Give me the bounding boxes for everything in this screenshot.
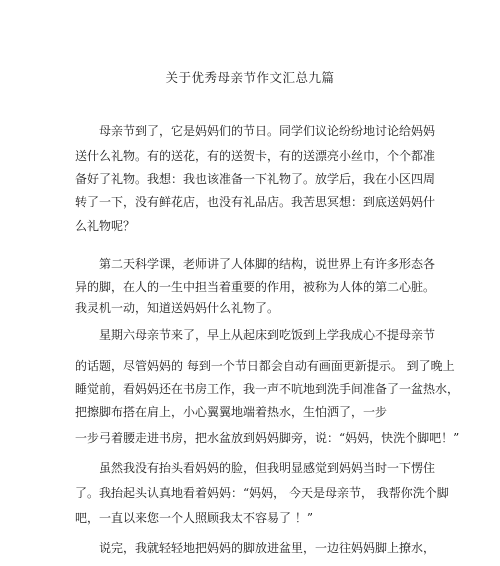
paragraph-line: 么礼物呢？	[75, 219, 136, 233]
paragraph-line: 转了一下，没有鲜花店，也没有礼品店。我苦思冥想：到底送妈妈什	[75, 195, 436, 209]
paragraph-line: 一步弓着腰走进书房，把水盆放到妈妈脚旁，说：“妈妈，快洗个脚吧！”	[75, 431, 460, 445]
paragraph-line: 备好了礼物。我想：我也该准备一下礼物了。放学后，我在小区四周	[75, 172, 436, 186]
paragraph-line: 虽然我没有抬头看妈妈的脸，但我明显感觉到妈妈当时一下愣住	[99, 461, 436, 475]
paragraph-line: 的话题，尽管妈妈的 每到一个节日都会自动有画面更新提示。 到了晚上	[75, 359, 455, 373]
paragraph-line: 第二天科学课，老师讲了人体脚的结构，说世界上有许多形态各	[99, 257, 436, 271]
paragraph-line: 把擦脚布搭在肩上，小心翼翼地端着热水，生怕洒了，一步	[75, 405, 388, 419]
paragraph-line: 异的脚，在人的一生中担当着重要的作用，被称为人体的第二心脏。	[75, 280, 436, 294]
document-title: 关于优秀母亲节作文汇总九篇	[165, 70, 335, 85]
paragraph-line: 我灵机一动，知道送妈妈什么礼物了。	[75, 301, 280, 315]
paragraph-line: 说完，我就轻轻地把妈妈的脚放进盆里，一边往妈妈脚上撩水，	[99, 541, 436, 555]
paragraph-line: 星期六母亲节来了，早上从起床到吃饭到上学我成心不提母亲节	[99, 328, 436, 342]
paragraph-line: 了。我抬起头认真地看着妈妈：“妈妈， 今天是母亲节， 我帮你洗个脚	[75, 486, 449, 500]
paragraph-line: 母亲节到了，它是妈妈们的节日。同学们议论纷纷地讨论给妈妈	[99, 124, 436, 138]
paragraph-line: 睡觉前，看妈妈还在书房工作，我一声不吭地到洗手间准备了一盆热水，	[75, 382, 460, 396]
paragraph-line: 吧，一直以来您一个人照顾我太不容易了 ！”	[75, 511, 313, 525]
paragraph-line: 送什么礼物。有的送花，有的送贺卡，有的送漂亮小丝巾，个个都准	[75, 149, 436, 163]
